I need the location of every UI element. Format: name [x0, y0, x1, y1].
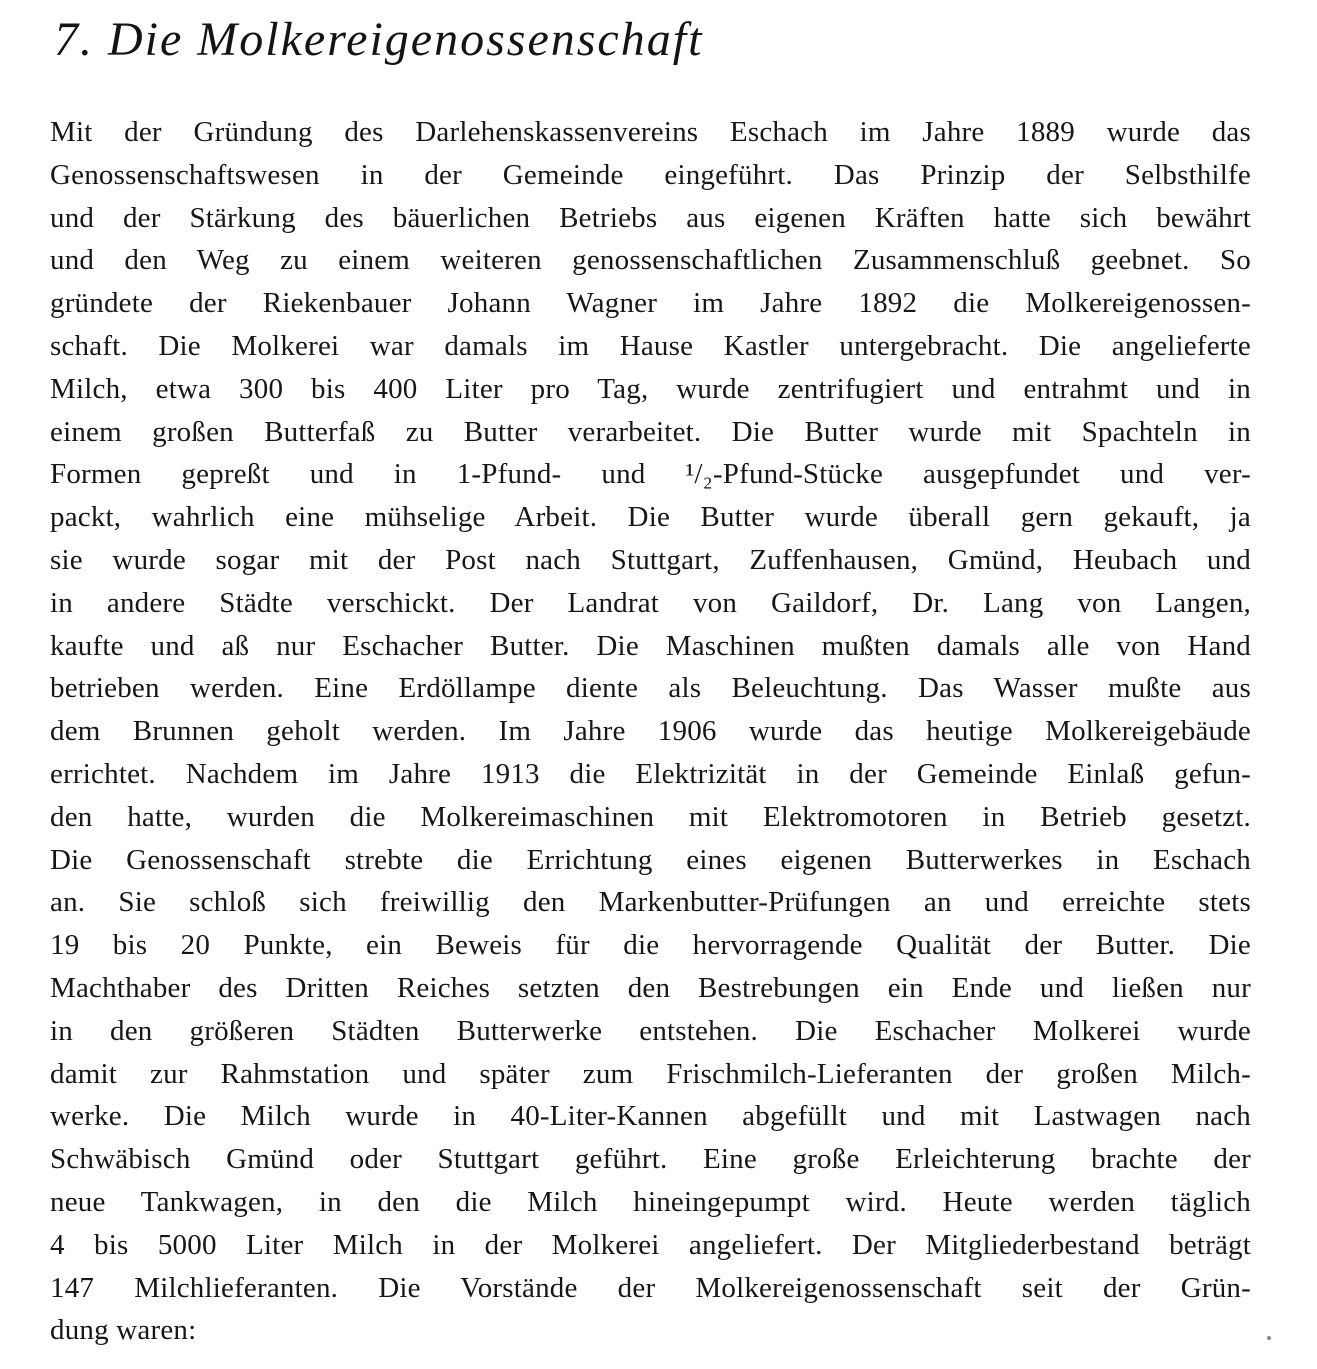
text-line: gründete der Riekenbauer Johann Wagner im Jahre 1892 die Molkereigenossen-	[50, 287, 1251, 320]
text-line: und den Weg zu einem weiteren genossenschaftlichen Zusammenschluß geebnet. So	[50, 244, 1251, 277]
text-line: 147 Milchlieferanten. Die Vorstände der Molkereigenossenschaft seit der Grün-	[50, 1271, 1251, 1304]
text-line: damit zur Rahmstation und später zum Frischmilch-Lieferanten der großen Milch-	[50, 1057, 1251, 1090]
text-line: in andere Städte verschickt. Der Landrat von Gaildorf, Dr. Lang von Langen,	[50, 586, 1251, 619]
text-line: schaft. Die Molkerei war damals im Hause Kastler untergebracht. Die angelieferte	[50, 329, 1251, 362]
text-line: Machthaber des Dritten Reiches setzten den Bestrebungen ein Ende und ließen nur	[50, 971, 1251, 1004]
text-line: kaufte und aß nur Eschacher Butter. Die Maschinen mußten damals alle von Hand	[50, 629, 1251, 662]
text-line: Milch, etwa 300 bis 400 Liter pro Tag, wurde zentrifugiert und entrahmt und in	[50, 372, 1251, 405]
paragraph	[50, 111, 1251, 1352]
text-line: dem Brunnen geholt werden. Im Jahre 1906 wurde das heutige Molkereigebäude	[50, 715, 1251, 748]
text-line: und der Stärkung des bäuerlichen Betriebs aus eigenen Kräften hatte sich bewährt	[50, 201, 1251, 234]
text-line: Die Genossenschaft strebte die Errichtung eines eigenen Butterwerkes in Eschach	[50, 843, 1251, 876]
text-line: an. Sie schloß sich freiwillig den Markenbutter-Prüfungen an und erreichte stets	[50, 886, 1251, 919]
scan-artifact-dot	[1267, 1336, 1271, 1340]
text-line: betrieben werden. Eine Erdöllampe diente als Beleuchtung. Das Wasser mußte aus	[50, 672, 1251, 705]
section-heading: 7. Die Molkereigenossenschaft	[54, 13, 704, 66]
text-line: Mit der Gründung des Darlehenskassenvereins Eschach im Jahre 1889 wurde das	[50, 116, 1251, 148]
text-line: 4 bis 5000 Liter Milch in der Molkerei angeliefert. Der Mitgliederbestand beträgt	[50, 1228, 1251, 1261]
text-line: Genossenschaftswesen in der Gemeinde eingeführt. Das Prinzip der Selbsthilfe	[50, 158, 1251, 191]
text-line: 19 bis 20 Punkte, ein Beweis für die hervorragende Qualität der Butter. Die	[50, 929, 1251, 962]
text-line: neue Tankwagen, in den die Milch hineingepumpt wird. Heute werden täglich	[50, 1185, 1251, 1218]
text-line: Schwäbisch Gmünd oder Stuttgart geführt. Eine große Erleichterung brachte der	[50, 1143, 1251, 1176]
text-line: den hatte, wurden die Molkereimaschinen mit Elektromotoren in Betrieb gesetzt.	[50, 800, 1251, 833]
text-line: errichtet. Nachdem im Jahre 1913 die Elektrizität in der Gemeinde Einlaß gefun-	[50, 757, 1251, 790]
text-line: packt, wahrlich eine mühselige Arbeit. Die Butter wurde überall gern gekauft, ja	[50, 501, 1251, 534]
text-line: sie wurde sogar mit der Post nach Stuttgart, Zuffenhausen, Gmünd, Heubach und	[50, 543, 1251, 576]
text-line: dung waren:	[50, 1314, 197, 1347]
text-line: einem großen Butterfaß zu Butter verarbeitet. Die Butter wurde mit Spachteln in	[50, 415, 1251, 448]
text-line: werke. Die Milch wurde in 40-Liter-Kannen abgefüllt und mit Lastwagen nach	[50, 1100, 1251, 1133]
text-line: Formen gepreßt und in 1-Pfund- und ¹/₂-Pfund-Stücke ausgepfundet und ver-	[50, 458, 1251, 491]
text-line: in den größeren Städten Butterwerke entstehen. Die Eschacher Molkerei wurde	[50, 1014, 1251, 1047]
